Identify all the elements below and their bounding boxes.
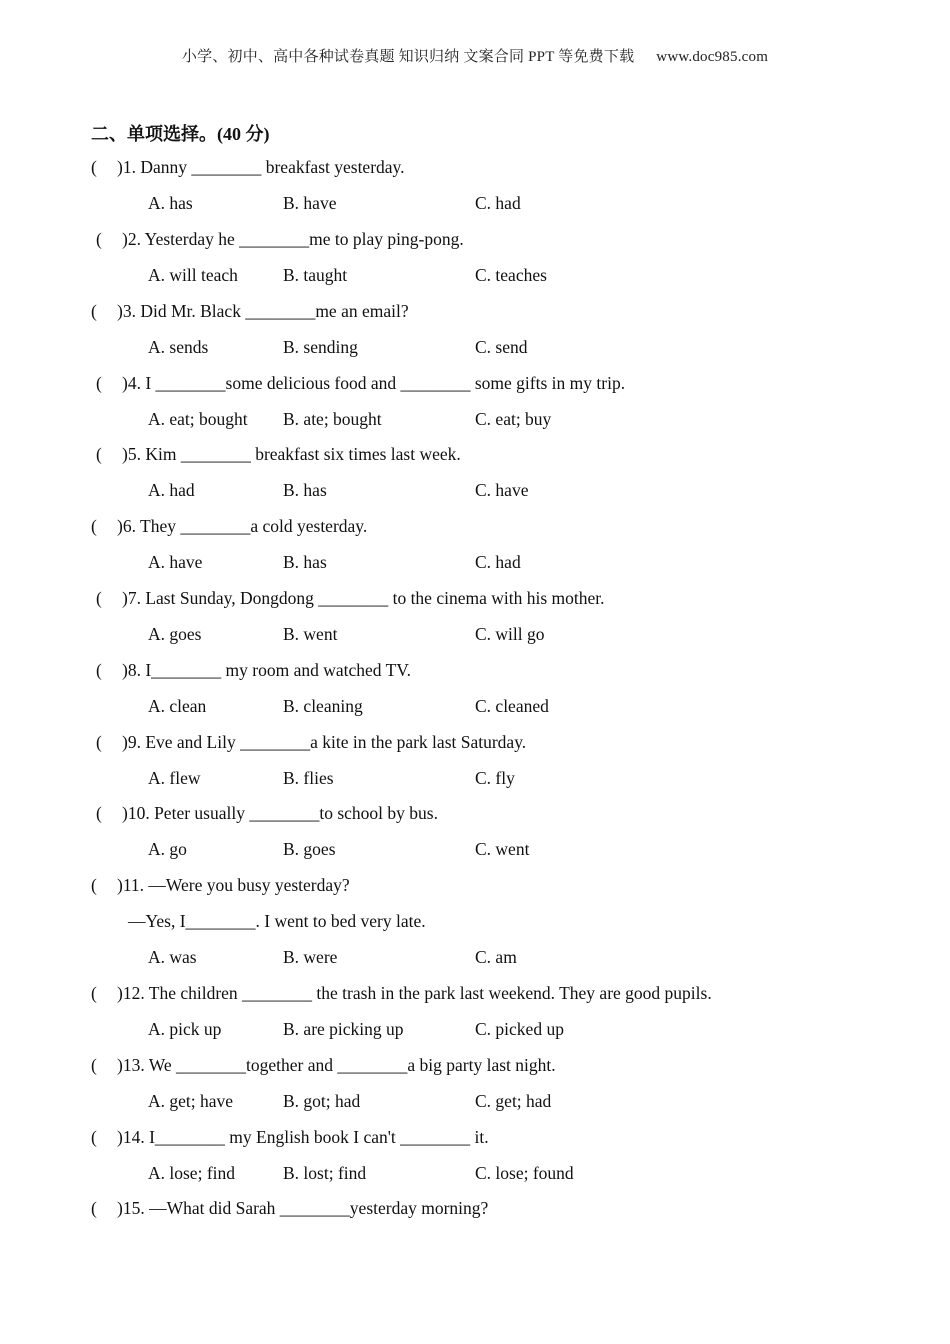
option-a: A. clean [148,696,207,716]
question-stem: )11. —Were you busy yesterday? [117,875,350,895]
option-c: C. am [475,947,517,967]
question-stem: )3. Did Mr. Black ________me an email? [117,301,409,321]
answer-blank: ( [91,1127,97,1147]
question-5 [96,444,461,465]
answer-blank: ( [96,229,102,249]
question-3 [91,301,409,322]
question-8 [96,660,411,681]
option-b: B. has [283,552,327,572]
option-b: B. ate; bought [283,409,382,429]
answer-blank: ( [96,803,102,823]
question-stem: )10. Peter usually ________to school by bus. [122,803,438,823]
option-a: A. eat; bought [148,409,248,429]
option-a: A. sends [148,337,209,357]
answer-blank: ( [96,588,102,608]
option-c: C. send [475,337,528,357]
question-stem: )6. They ________a cold yesterday. [117,516,368,536]
page-header [0,45,950,66]
option-a: A. have [148,552,203,572]
option-a: A. was [148,947,197,967]
answer-blank: ( [96,444,102,464]
option-c: C. lose; found [475,1163,574,1183]
option-b: B. taught [283,265,348,285]
option-a: A. go [148,839,187,859]
question-stem: )4. I ________some delicious food and ________ some gifts in my trip. [122,373,626,393]
option-c: C. teaches [475,265,547,285]
option-b: B. lost; find [283,1163,367,1183]
option-a: A. had [148,480,195,500]
question-4 [96,373,625,394]
option-a: A. goes [148,624,202,644]
option-a: A. pick up [148,1019,222,1039]
option-a: A. lose; find [148,1163,236,1183]
answer-blank: ( [91,516,97,536]
option-c: C. cleaned [475,696,549,716]
question-stem: )9. Eve and Lily ________a kite in the park last Saturday. [122,732,527,752]
answer-blank: ( [96,732,102,752]
option-b: B. have [283,193,337,213]
question-14 [91,1127,489,1148]
header-text: 小学、初中、高中各种试卷真题 知识归纳 文案合同 PPT 等免费下载 [181,49,635,65]
question-1 [91,157,405,178]
answer-blank: ( [91,983,97,1003]
question-stem: )15. —What did Sarah ________yesterday morning? [117,1198,489,1218]
answer-blank: ( [91,301,97,321]
option-a: A. will teach [148,265,238,285]
option-b: B. got; had [283,1091,361,1111]
question-11 [91,875,350,896]
question-15 [91,1198,488,1219]
question-12 [91,983,712,1004]
question-2 [96,229,464,250]
answer-blank: ( [96,660,102,680]
option-b: B. sending [283,337,358,357]
question-stem: )12. The children ________ the trash in the park last weekend. They are good pupils. [117,983,712,1003]
answer-blank: ( [91,157,97,177]
option-c: C. will go [475,624,545,644]
option-b: B. flies [283,768,334,788]
option-c: C. had [475,552,521,572]
question-6 [91,516,367,537]
header-site: www.doc985.com [656,49,769,65]
option-b: B. has [283,480,327,500]
question-stem: )2. Yesterday he ________me to play ping-pong. [122,229,464,249]
question-stem: )1. Danny ________ breakfast yesterday. [117,157,405,177]
question-7 [96,588,605,609]
question-stem: )7. Last Sunday, Dongdong ________ to the cinema with his mother. [122,588,605,608]
option-c: C. had [475,193,521,213]
option-b: B. goes [283,839,336,859]
option-c: C. went [475,839,530,859]
answer-blank: ( [91,1198,97,1218]
option-a: A. get; have [148,1091,234,1111]
option-b: B. are picking up [283,1019,404,1039]
question-stem: )5. Kim ________ breakfast six times last week. [122,444,461,464]
option-c: C. have [475,480,529,500]
option-a: A. flew [148,768,201,788]
question-stem: )8. I________ my room and watched TV. [122,660,412,680]
question-stem: )14. I________ my English book I can't ________ it. [117,1127,489,1147]
option-a: A. has [148,193,193,213]
option-b: B. were [283,947,338,967]
question-11-reply: —Yes, I________. I went to bed very late. [128,911,426,931]
question-stem: )13. We ________together and ________a big party last night. [117,1055,556,1075]
option-b: B. went [283,624,338,644]
section-title: 二、单项选择。(40 分) [91,124,270,144]
answer-blank: ( [91,1055,97,1075]
option-c: C. eat; buy [475,409,552,429]
option-c: C. get; had [475,1091,552,1111]
question-9 [96,732,526,753]
answer-blank: ( [96,373,102,393]
option-c: C. fly [475,768,515,788]
question-10 [96,803,438,824]
question-13 [91,1055,556,1076]
option-b: B. cleaning [283,696,363,716]
answer-blank: ( [91,875,97,895]
option-c: C. picked up [475,1019,564,1039]
